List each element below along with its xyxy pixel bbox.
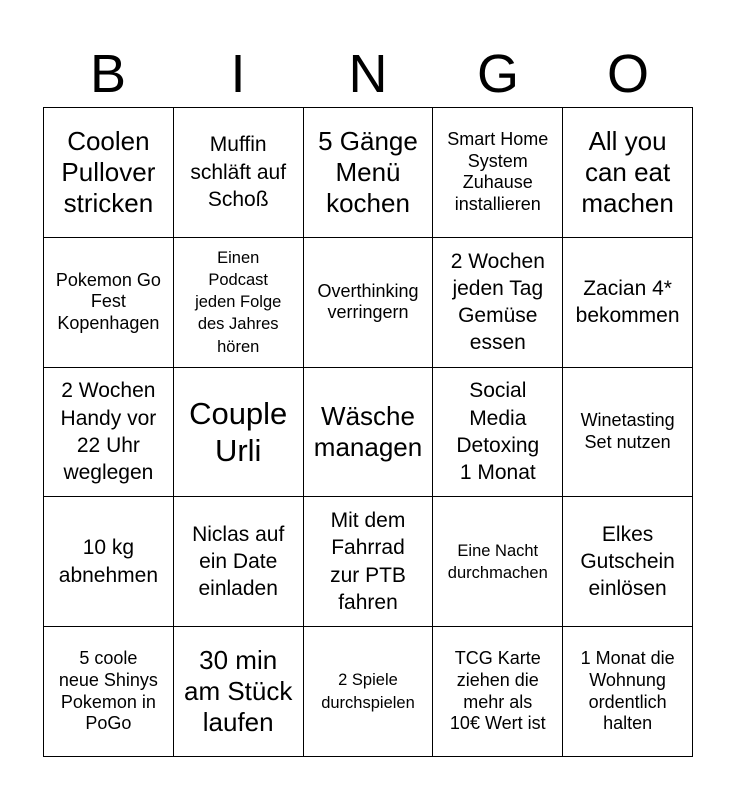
- bingo-cell-text: 1 Monat die Wohnung ordentlich halten: [580, 648, 675, 734]
- bingo-cell-text: Overthinking verringern: [317, 280, 419, 323]
- bingo-cell-text: All you can eat machen: [581, 125, 674, 218]
- bingo-cell-text: Winetasting Set nutzen: [580, 410, 675, 452]
- bingo-cell-r5c2[interactable]: [174, 627, 304, 757]
- bingo-cell-r1c4[interactable]: [433, 108, 563, 238]
- bingo-cell-r1c1[interactable]: [44, 108, 174, 238]
- bingo-cell-r2c1[interactable]: [44, 238, 174, 368]
- bingo-cell-text: 10 kg abnehmen: [58, 536, 159, 587]
- bingo-cell-text: Mit dem Fahrrad zur PTB fahren: [330, 509, 406, 615]
- header-letter-g: G: [476, 44, 519, 104]
- bingo-cell-text: Couple Urli: [189, 395, 288, 468]
- bingo-cell-r3c2[interactable]: [174, 368, 304, 498]
- bingo-cell-text: Muffin schläft auf Schoß: [190, 133, 287, 212]
- bingo-cell-r1c2[interactable]: [174, 108, 304, 238]
- bingo-cell-r5c5[interactable]: [563, 627, 693, 757]
- bingo-cell-r5c3[interactable]: [304, 627, 434, 757]
- bingo-cell-r4c1[interactable]: [44, 497, 174, 627]
- bingo-cell-text: 30 min am Stück laufen: [184, 644, 293, 738]
- bingo-cell-r1c5[interactable]: [563, 108, 693, 238]
- header-letter-i: I: [230, 44, 246, 104]
- bingo-cell-text: Zacian 4* bekommen: [575, 276, 680, 328]
- bingo-cell-r4c3[interactable]: [304, 497, 434, 627]
- bingo-cell-r4c5[interactable]: [563, 497, 693, 627]
- bingo-cell-r4c4[interactable]: [433, 497, 563, 627]
- header-letter-n: N: [348, 44, 388, 104]
- bingo-cell-r3c3[interactable]: [304, 368, 434, 498]
- bingo-cell-text: 5 Gänge Menü kochen: [318, 125, 418, 218]
- bingo-cell-r2c3[interactable]: [304, 238, 434, 368]
- bingo-cell-r5c1[interactable]: [44, 627, 174, 757]
- bingo-cell-r2c2[interactable]: [174, 238, 304, 368]
- bingo-cell-text: 2 Wochen jeden Tag Gemüse essen: [450, 249, 545, 355]
- bingo-cell-text: Eine Nacht durchmachen: [447, 541, 548, 582]
- bingo-cell-text: 2 Wochen Handy vor 22 Uhr weglegen: [60, 379, 157, 485]
- bingo-cell-r3c1[interactable]: [44, 368, 174, 498]
- bingo-cell-r5c4[interactable]: [433, 627, 563, 757]
- bingo-cell-r3c4[interactable]: [433, 368, 563, 498]
- bingo-cell-text: 2 Spiele durchspielen: [321, 671, 415, 712]
- bingo-cell-r3c5[interactable]: [563, 368, 693, 498]
- bingo-cell-text: Social Media Detoxing 1 Monat: [456, 379, 540, 485]
- bingo-cell-text: Elkes Gutschein einlösen: [580, 522, 675, 601]
- header-letter-b: B: [89, 44, 127, 104]
- bingo-cell-r2c4[interactable]: [433, 238, 563, 368]
- bingo-cell-r1c3[interactable]: [304, 108, 434, 238]
- bingo-cell-text: 5 coole neue Shinys Pokemon in PoGo: [58, 648, 158, 734]
- bingo-cell-text: Pokemon Go Fest Kopenhagen: [55, 269, 161, 333]
- bingo-cell-r2c5[interactable]: [563, 238, 693, 368]
- bingo-cell-text: Smart Home System Zuhause installieren: [447, 129, 549, 214]
- bingo-header: [43, 42, 693, 106]
- bingo-cell-text: Coolen Pullover stricken: [61, 125, 156, 218]
- bingo-board: [43, 107, 693, 757]
- bingo-cell-text: Wäsche managen: [313, 400, 423, 462]
- bingo-cell-text: Niclas auf ein Date einladen: [192, 522, 285, 601]
- header-letter-o: O: [606, 44, 649, 104]
- bingo-cell-text: TCG Karte ziehen die mehr als 10€ Wert ist: [449, 648, 546, 734]
- bingo-cell-text: Einen Podcast jeden Folge des Jahres hören: [195, 248, 282, 356]
- bingo-cell-r4c2[interactable]: [174, 497, 304, 627]
